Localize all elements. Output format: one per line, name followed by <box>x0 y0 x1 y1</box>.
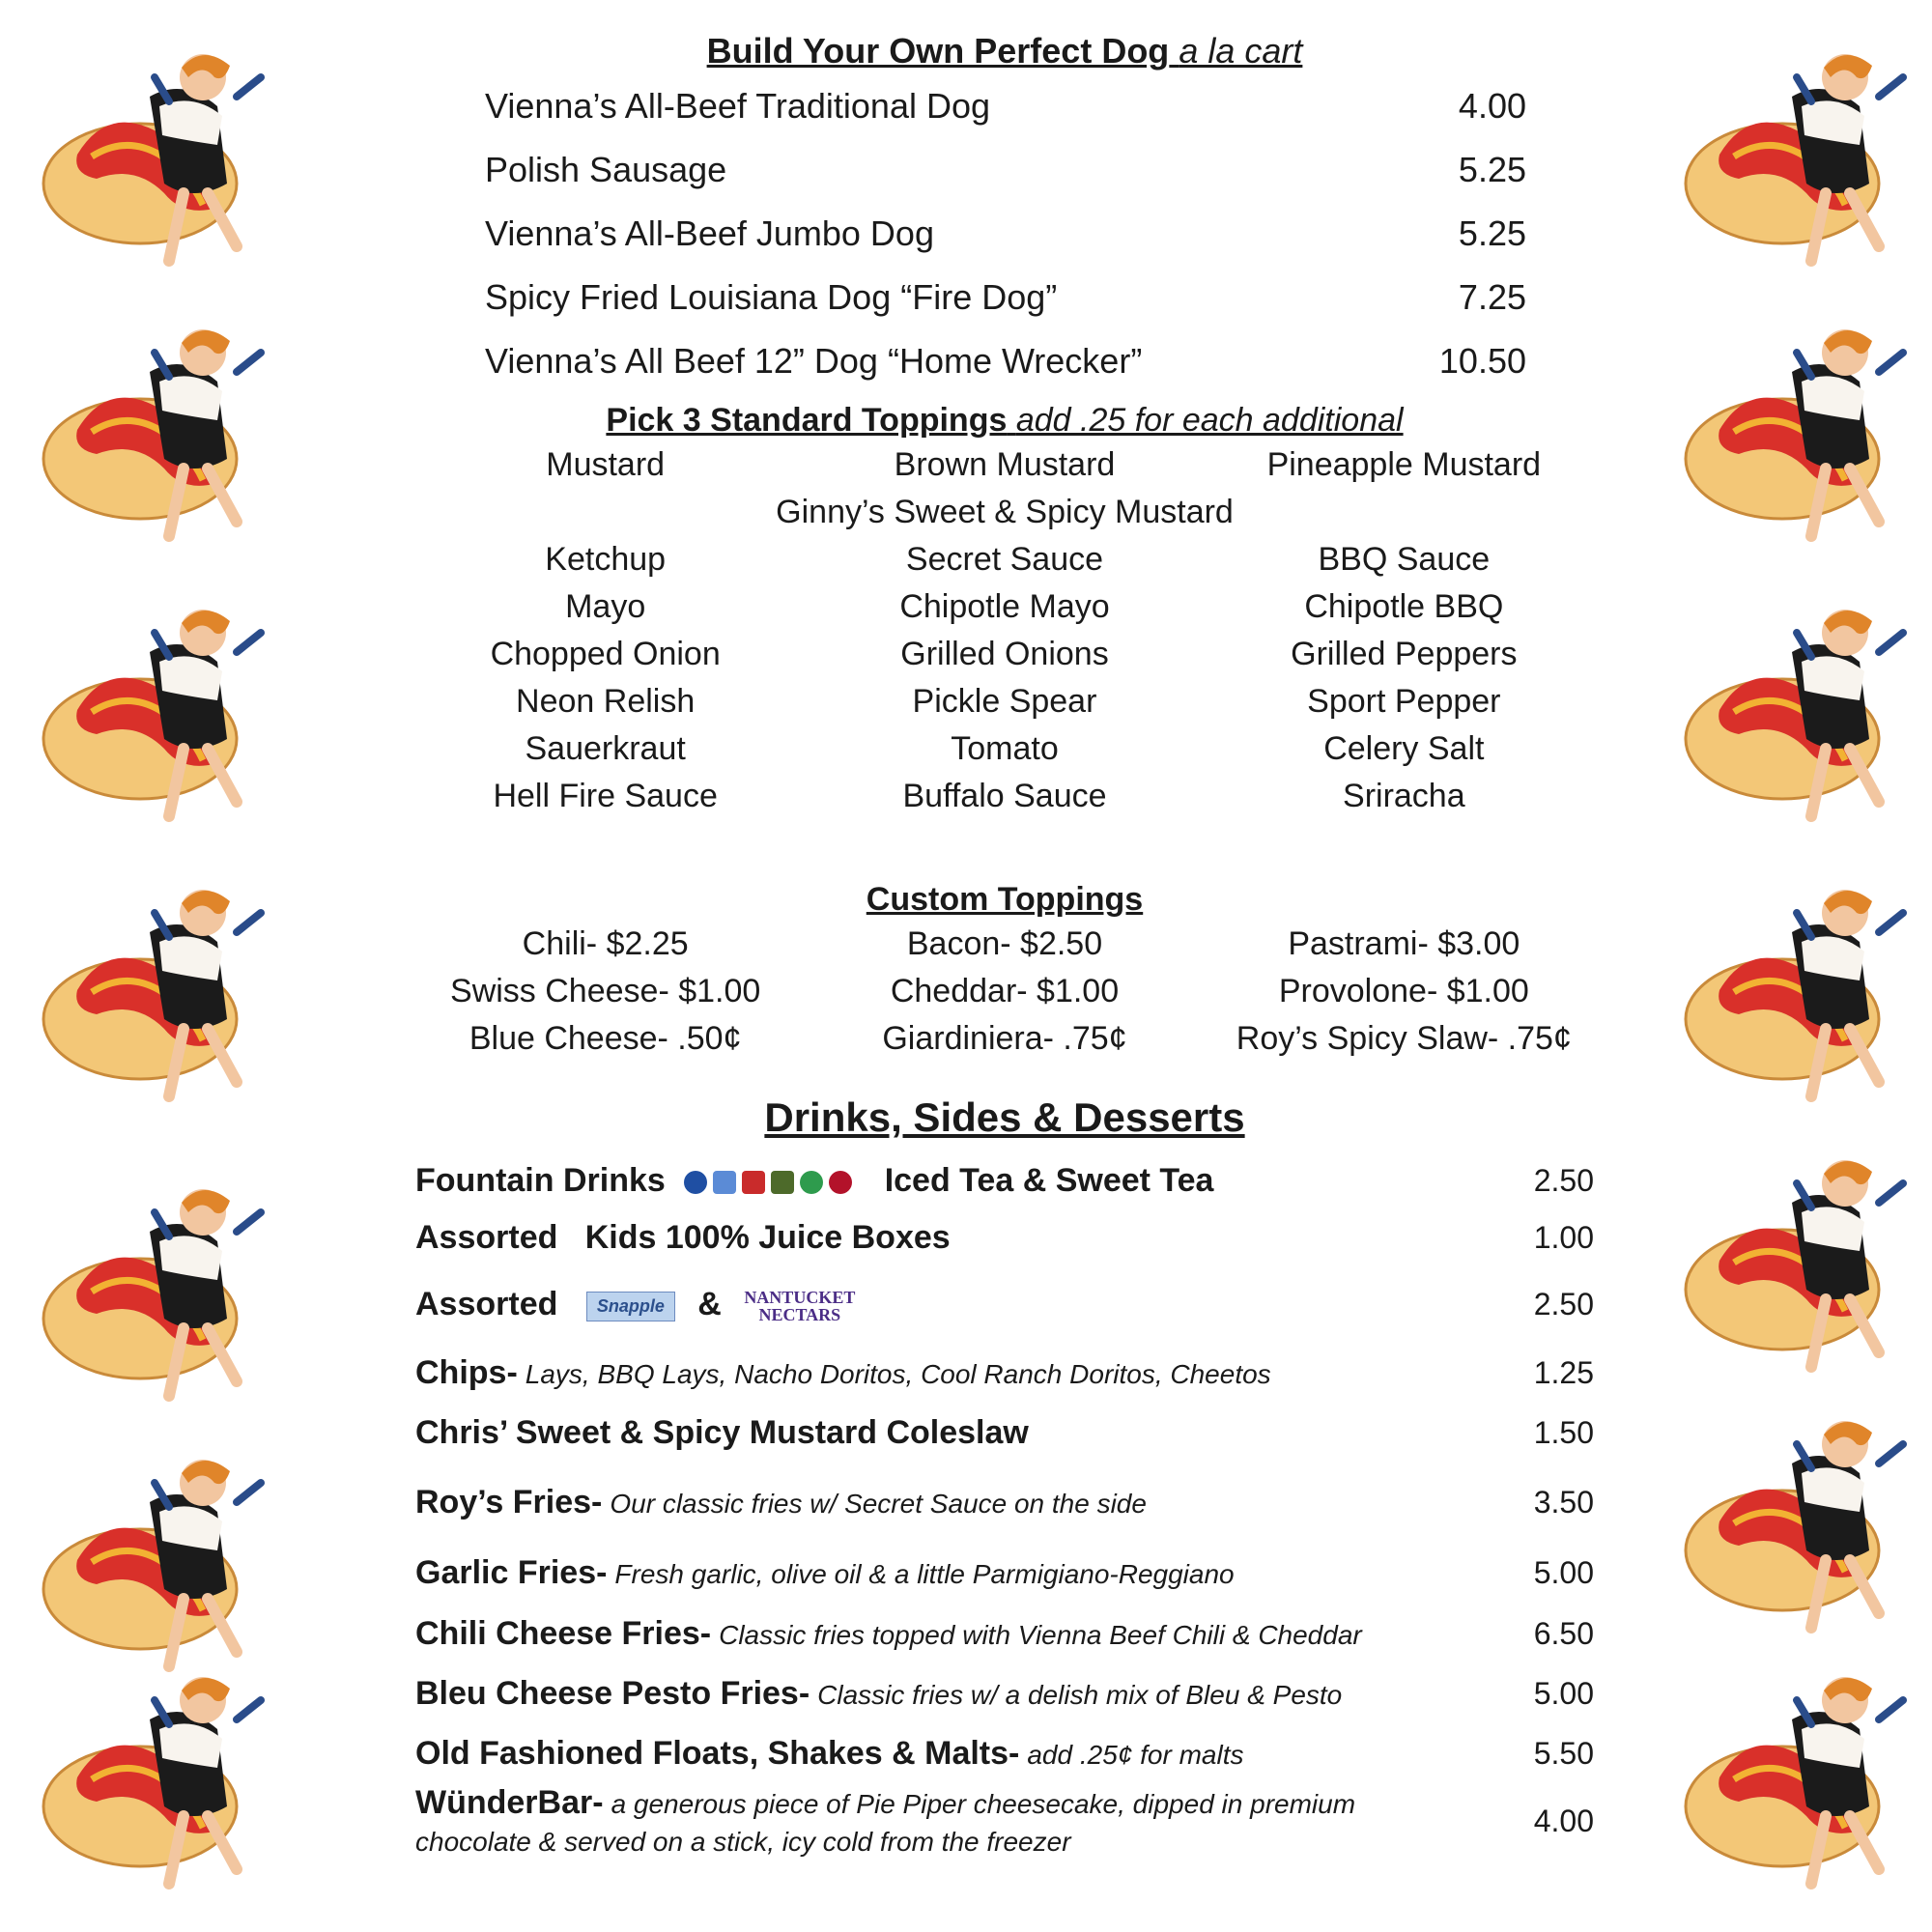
price: 2.50 <box>1533 1163 1594 1199</box>
topping-item: Mustard <box>546 445 666 483</box>
topping-item: Tomato <box>951 729 1059 767</box>
dog-name: Vienna’s All Beef 12” Dog “Home Wrecker” <box>485 340 1143 381</box>
pinup-hotdog-icon <box>39 314 290 555</box>
topping-item: Grilled Onions <box>900 635 1109 672</box>
assorted-name: Assorted <box>415 1286 558 1323</box>
price: 5.00 <box>1533 1555 1594 1591</box>
custom-topping-item: Swiss Cheese- $1.00 <box>450 973 761 1010</box>
pinup-hotdog-icon <box>1681 594 1932 836</box>
price: 1.00 <box>1533 1220 1594 1256</box>
custom-topping-item: Blue Cheese- .50¢ <box>469 1020 742 1058</box>
custom-topping-item: Cheddar- $1.00 <box>890 973 1120 1010</box>
pinup-hotdog-icon <box>39 1662 290 1903</box>
topping-item: Brown Mustard <box>894 445 1116 483</box>
custom-toppings-grid <box>406 921 1604 1063</box>
menu-item-row <box>406 1543 1604 1605</box>
price: 5.50 <box>1533 1736 1594 1772</box>
dog-item <box>406 329 1604 393</box>
topping-item: Pineapple Mustard <box>1266 445 1542 483</box>
drinks-list <box>406 1152 1604 1860</box>
price: 4.00 <box>1533 1804 1594 1839</box>
topping-item: Buffalo Sauce <box>902 777 1107 814</box>
dog-item <box>406 138 1604 202</box>
pinup-hotdog-icon <box>39 874 290 1116</box>
dr-pepper-logo-icon <box>829 1171 852 1194</box>
custom-topping-item: Chili- $2.25 <box>522 925 689 963</box>
price: 2.50 <box>1533 1287 1594 1322</box>
item-name: Old Fashioned Floats, Shakes & Malts- <box>415 1735 1020 1773</box>
pinup-hotdog-icon <box>39 39 290 280</box>
topping-item: Neon Relish <box>516 682 696 720</box>
7up-logo-icon <box>800 1171 823 1194</box>
item-name: Bleu Cheese Pesto Fries- <box>415 1675 810 1713</box>
item-name: Roy’s Fries- <box>415 1484 603 1521</box>
menu <box>406 29 1604 1860</box>
custom-topping-item: Giardiniera- .75¢ <box>882 1020 1127 1058</box>
custom-topping-item: Bacon- $2.50 <box>906 925 1103 963</box>
topping-item-centered: Ginny’s Sweet & Spicy Mustard <box>776 493 1234 530</box>
topping-item: Celery Salt <box>1323 729 1485 767</box>
item-description: Our classic fries w/ Secret Sauce on the side <box>610 1489 1147 1520</box>
topping-item: Hell Fire Sauce <box>493 777 718 814</box>
standard-toppings-row <box>406 725 1604 773</box>
sierra-mist-logo-icon <box>713 1171 736 1194</box>
standard-title-note: add .25 for each additional <box>1015 401 1404 439</box>
menu-item-row <box>406 1664 1604 1724</box>
dog-name: Polish Sausage <box>485 149 727 189</box>
standard-toppings-row <box>406 441 1604 489</box>
dogs-section-title <box>406 29 1604 74</box>
topping-item: Pickle Spear <box>912 682 1097 720</box>
pinup-hotdog-icon <box>1681 314 1932 555</box>
price: 5.00 <box>1533 1676 1594 1712</box>
sides-desserts-list <box>406 1344 1604 1860</box>
fountain-row <box>406 1152 1604 1210</box>
standard-toppings-row <box>406 583 1604 631</box>
custom-topping-item: Roy’s Spicy Slaw- .75¢ <box>1236 1020 1572 1058</box>
price: 10.50 <box>1438 340 1526 381</box>
topping-item: Sport Pepper <box>1307 682 1501 720</box>
custom-topping-item: Provolone- $1.00 <box>1278 973 1529 1010</box>
item-description: a generous piece of Pie Piper cheesecake, dipped in premium chocolate & served on a stick, icy cold from the freezer <box>415 1788 1356 1857</box>
item-name: WünderBar- <box>415 1783 604 1821</box>
standard-toppings-grid <box>406 536 1604 820</box>
item-description: add .25¢ for malts <box>1027 1740 1244 1771</box>
dogs-title-text: Build Your Own Perfect Dog <box>706 31 1170 71</box>
dog-item <box>406 74 1604 138</box>
topping-item: Chopped Onion <box>490 635 721 672</box>
item-name: Chili Cheese Fries- <box>415 1615 712 1653</box>
price: 7.25 <box>1458 276 1526 317</box>
soda-logos <box>684 1171 852 1194</box>
custom-toppings-title <box>406 878 1604 921</box>
pinup-hotdog-icon <box>1681 1662 1932 1903</box>
drinks-title-text: Drinks, Sides & Desserts <box>764 1094 1245 1141</box>
pinup-hotdog-icon <box>1681 874 1932 1116</box>
pinup-hotdog-icon <box>39 594 290 836</box>
standard-toppings-title <box>406 399 1604 441</box>
dogs-title-note: a la cart <box>1179 31 1303 71</box>
mug-logo-icon <box>771 1171 794 1194</box>
pinup-hotdog-icon <box>39 1444 290 1686</box>
standard-title-text: Pick 3 Standard Toppings <box>606 401 1008 439</box>
price: 6.50 <box>1533 1616 1594 1652</box>
pinup-hotdog-icon <box>39 1174 290 1415</box>
item-description: Classic fries topped with Vienna Beef Chili & Cheddar <box>719 1620 1362 1651</box>
item-name: Chris’ Sweet & Spicy Mustard Coleslaw <box>415 1414 1029 1452</box>
menu-item-row <box>406 1784 1604 1860</box>
pinup-hotdog-icon <box>1681 39 1932 280</box>
standard-toppings-row <box>406 678 1604 725</box>
dogs-list <box>406 74 1604 393</box>
dog-name: Vienna’s All-Beef Traditional Dog <box>485 85 991 126</box>
drinks-section-title <box>406 1092 1604 1145</box>
custom-toppings-row <box>406 921 1604 968</box>
topping-item: Ketchup <box>545 540 667 578</box>
custom-toppings-row <box>406 968 1604 1015</box>
right-decoration-column <box>1681 0 1932 1932</box>
item-description: Lays, BBQ Lays, Nacho Doritos, Cool Ranch Doritos, Cheetos <box>525 1359 1271 1390</box>
standard-toppings-row <box>406 631 1604 678</box>
item-description: Classic fries w/ a delish mix of Bleu & Pesto <box>817 1680 1343 1711</box>
price: 1.25 <box>1533 1355 1594 1391</box>
standard-toppings-row <box>406 773 1604 820</box>
topping-item: Sriracha <box>1343 777 1465 814</box>
price: 5.25 <box>1458 213 1526 253</box>
pinup-hotdog-icon <box>1681 1145 1932 1386</box>
fountain-extra: Iced Tea & Sweet Tea <box>884 1162 1214 1200</box>
dog-name: Spicy Fried Louisiana Dog “Fire Dog” <box>485 276 1058 317</box>
dog-item <box>406 266 1604 329</box>
price: 1.50 <box>1533 1415 1594 1451</box>
juice-row <box>406 1210 1604 1266</box>
pepsi-logo-icon <box>684 1171 707 1194</box>
custom-toppings-row <box>406 1015 1604 1063</box>
custom-title-text: Custom Toppings <box>866 880 1144 918</box>
item-name: Chips- <box>415 1354 518 1392</box>
custom-topping-item: Pastrami- $3.00 <box>1288 925 1520 963</box>
topping-item: Secret Sauce <box>905 540 1104 578</box>
pinup-hotdog-icon <box>1681 1406 1932 1647</box>
crush-logo-icon <box>742 1171 765 1194</box>
ampersand: & <box>697 1286 722 1323</box>
price: 4.00 <box>1458 85 1526 126</box>
standard-toppings-row <box>406 536 1604 583</box>
item-description: Fresh garlic, olive oil & a little Parmigiano-Reggiano <box>614 1559 1235 1590</box>
menu-item-row <box>406 1724 1604 1784</box>
juice-name: Assorted Kids 100% Juice Boxes <box>415 1219 951 1257</box>
left-decoration-column <box>39 0 357 1932</box>
topping-item: Sauerkraut <box>525 729 686 767</box>
nantucket-nectars-logo-icon: NANTUCKET NECTARS <box>744 1288 856 1325</box>
price: 3.50 <box>1533 1485 1594 1520</box>
dog-name: Vienna’s All-Beef Jumbo Dog <box>485 213 934 253</box>
topping-item: Chipotle BBQ <box>1304 587 1504 625</box>
price: 5.25 <box>1458 149 1526 189</box>
topping-item: Grilled Peppers <box>1291 635 1518 672</box>
topping-item: BBQ Sauce <box>1318 540 1491 578</box>
topping-item: Mayo <box>565 587 646 625</box>
assorted-row <box>406 1266 1604 1344</box>
dog-item <box>406 202 1604 266</box>
menu-item-row <box>406 1463 1604 1543</box>
snapple-logo-icon: Snapple <box>586 1292 675 1321</box>
topping-item: Chipotle Mayo <box>899 587 1110 625</box>
fountain-name: Fountain Drinks <box>415 1162 666 1200</box>
item-name: Garlic Fries- <box>415 1554 608 1592</box>
menu-item-row <box>406 1605 1604 1664</box>
menu-item-row <box>406 1344 1604 1404</box>
menu-item-row <box>406 1404 1604 1463</box>
